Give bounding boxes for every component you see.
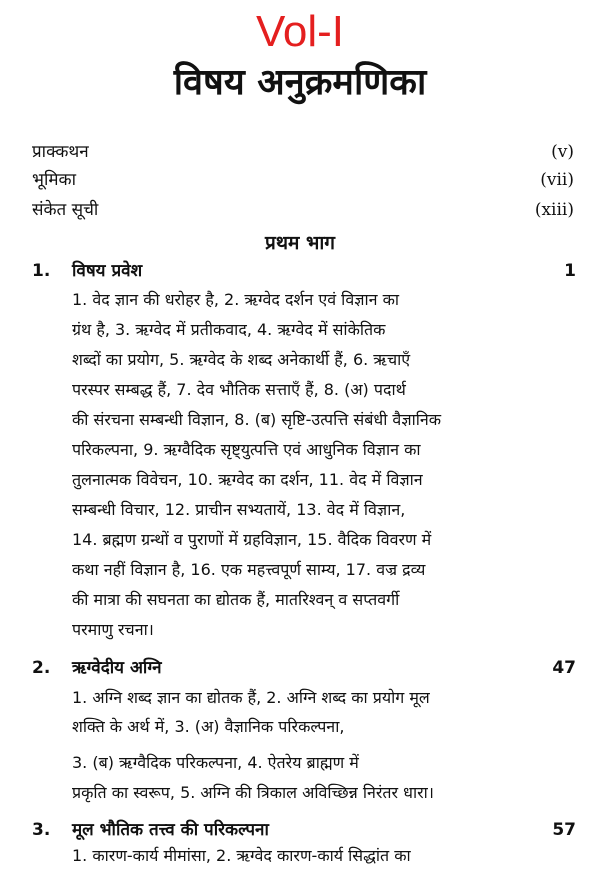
chapter-title: ऋग्वेदीय अग्नि [72, 658, 162, 678]
chapter-heading [32, 653, 576, 683]
chapter-heading [32, 256, 576, 286]
part-heading: प्रथम भाग [265, 232, 335, 254]
chapter-title: विषय प्रवेश [72, 261, 143, 281]
front-matter-page: (xiii) [534, 200, 574, 220]
chapter-topic-line: 3. (ब) ऋग्वैदिक परिकल्पना, 4. ऐतरेय ब्राह्मण में [72, 753, 359, 772]
chapter-topic-line: 1. कारण-कार्य मीमांसा, 2. ऋग्वेद कारण-कार्य सिद्धांत का [72, 846, 411, 865]
front-matter-row [32, 166, 574, 194]
chapter-topic-line: शब्दों का प्रयोग, 5. ऋग्वेद के शब्द अनेकार्थी हैं, 6. ऋचाएँ [72, 350, 411, 369]
chapter-topic-line: 14. ब्रह्मण ग्रन्थों व पुराणों में ग्रहविज्ञान, 15. वैदिक विवरण में [72, 530, 432, 549]
chapter-topic-line: की संरचना सम्बन्धी विज्ञान, 8. (ब) सृष्टि-उत्पत्ति संबंधी वैज्ञानिक [72, 410, 442, 429]
chapter-topic-line: ग्रंथ है, 3. ऋग्वेद में प्रतीकवाद, 4. ऋग्वेद में सांकेतिक [72, 320, 386, 339]
front-matter-label: भूमिका [32, 170, 76, 190]
front-matter-row [32, 196, 574, 224]
volume-label: Vol-I [255, 7, 345, 56]
chapter-number: 2. [32, 658, 51, 678]
chapter-topic-line: 1. अग्नि शब्द ज्ञान का द्योतक हैं, 2. अग्नि शब्द का प्रयोग मूल [72, 688, 430, 707]
chapter-topic-line: 1. वेद ज्ञान की धरोहर है, 2. ऋग्वेद दर्शन एवं विज्ञान का [72, 290, 400, 309]
front-matter-label: संकेत सूची [32, 200, 99, 220]
page-title: विषय अनुक्रमणिका [173, 62, 427, 103]
chapter-topic-line: की मात्रा की सघनता का द्योतक हैं, मातरिश्वन् व सप्तवर्गी [72, 590, 400, 609]
chapter-topic-line: कथा नहीं विज्ञान है, 16. एक महत्त्वपूर्ण साम्य, 17. वज्र द्रव्य [72, 560, 426, 579]
front-matter-page: (vii) [540, 170, 574, 190]
chapter-number: 1. [32, 261, 51, 281]
front-matter-row [32, 138, 574, 166]
front-matter-label: प्राक्कथन [32, 142, 89, 162]
chapter-page: 1 [564, 261, 576, 281]
chapter-topic-line: तुलनात्मक विवेचन, 10. ऋग्वेद का दर्शन, 11. वेद में विज्ञान [72, 470, 423, 489]
front-matter-page: (v) [551, 142, 574, 162]
chapter-topic-line: प्रकृति का स्वरूप, 5. अग्नि की त्रिकाल अविच्छिन्न निरंतर धारा। [72, 783, 434, 802]
chapter-page: 57 [552, 820, 576, 840]
chapter-topic-line: परस्पर सम्बद्ध हैं, 7. देव भौतिक सत्ताएँ हैं, 8. (अ) पदार्थ [72, 380, 406, 399]
chapter-topic-line: परमाणु रचना। [72, 620, 154, 639]
chapter-topic-line: सम्बन्धी विचार, 12. प्राचीन सभ्यतायें, 13. वेद में विज्ञान, [72, 500, 406, 519]
chapter-page: 47 [552, 658, 576, 678]
chapter-number: 3. [32, 820, 51, 840]
chapter-topic-line: शक्ति के अर्थ में, 3. (अ) वैज्ञानिक परिकल्पना, [72, 717, 345, 736]
chapter-title: मूल भौतिक तत्त्व की परिकल्पना [72, 820, 269, 840]
chapter-topic-line: परिकल्पना, 9. ऋग्वैदिक सृष्ट्युत्पत्ति एवं आधुनिक विज्ञान का [72, 440, 421, 459]
